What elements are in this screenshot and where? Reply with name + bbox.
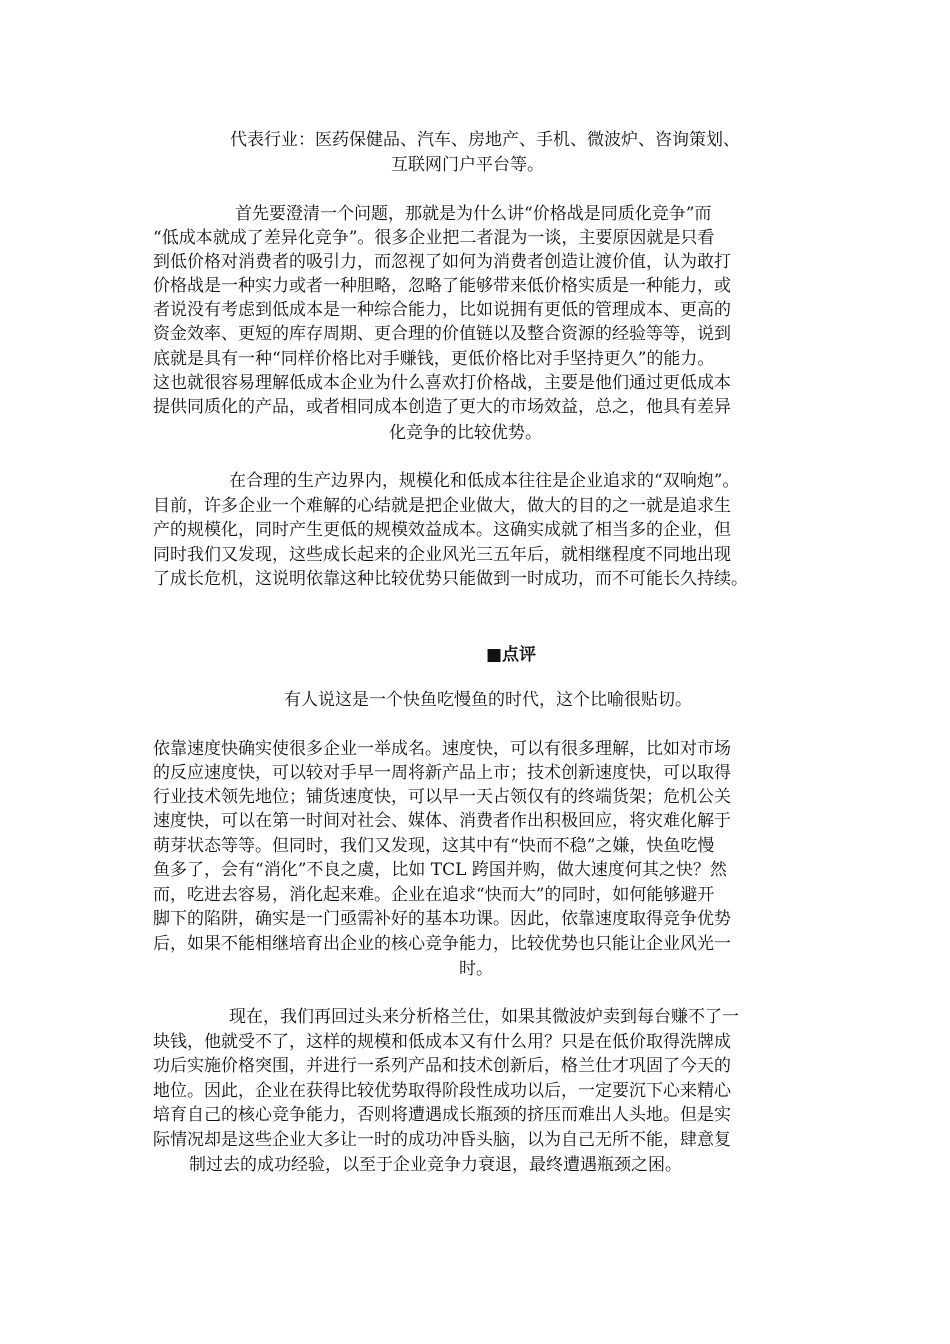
text-line: 依靠速度快确实使很多企业一举成名。速度快，可以有很多理解，比如对市场 [153, 739, 731, 759]
text-line: 在合理的生产边界内，规模化和低成本往往是企业追求的“双响炮”。 [229, 471, 740, 491]
text-line: 行业技术领先地位；铺货速度快，可以早一天占领仅有的终端货架；危机公关 [153, 787, 731, 807]
text-line: 现在，我们再回过头来分析格兰仕，如果其微波炉卖到每台赚不了一 [229, 1007, 739, 1027]
text-line: “低成本就成了差异化竞争”。很多企业把二者混为一谈，主要原因就是只看 [153, 228, 715, 248]
text-line: 块钱，他就受不了，这样的规模和低成本又有什么用？只是在低价取得洗牌成 [153, 1032, 731, 1052]
industries-line-2: 互联网门户平台等。 [391, 155, 544, 175]
text-line: 萌芽状态等等。但同时，我们又发现，这其中有“快而不稳”之嫌，快鱼吃慢 [153, 836, 715, 856]
text-line: 鱼多了，会有“消化”不良之虞，比如 TCL 跨国并购，做大速度何其之快？然 [153, 860, 727, 880]
text-line: 资金效率、更短的库存周期、更合理的价值链以及整合资源的经验等等，说到 [153, 324, 731, 344]
text-line: 产的规模化，同时产生更低的规模效益成本。这确实成就了相当多的企业，但 [153, 520, 731, 540]
paragraph-fast-fish: 有人说这是一个快鱼吃慢鱼的时代，这个比喻很贴切。 [284, 690, 692, 710]
text-line: 而，吃进去容易，消化起来难。企业在追求“快而大”的同时，如何能够避开 [153, 885, 715, 905]
text-line: 速度快，可以在第一时间对社会、媒体、消费者作出积极回应，将灾难化解于 [153, 811, 731, 831]
text-line: 际情况却是这些企业大多让一时的成功冲昏头脑，以为自己无所不能，肆意复 [153, 1130, 731, 1150]
text-line: 培育自己的核心竞争能力，否则将遭遇成长瓶颈的挤压而难出人头地。但是实 [153, 1105, 731, 1125]
text-line: 这也就很容易理解低成本企业为什么喜欢打价格战，主要是他们通过更低成本 [153, 373, 731, 393]
text-line: 脚下的陷阱，确实是一门亟需补好的基本功课。因此，依靠速度取得竞争优势 [153, 909, 731, 929]
text-line: 制过去的成功经验，以至于企业竞争力衰退，最终遭遇瓶颈之困。 [189, 1155, 682, 1175]
text-line: 首先要澄清一个问题，那就是为什么讲“价格战是同质化竞争”而 [235, 204, 712, 224]
text-line: 者说没有考虑到低成本是一种综合能力，比如说拥有更低的管理成本、更高的 [153, 300, 731, 320]
text-line: 功后实施价格突围，并进行一系列产品和技术创新后，格兰仕才巩固了今天的 [153, 1056, 731, 1076]
text-line: 时。 [459, 959, 493, 979]
text-line: 地位。因此，企业在获得比较优势取得阶段性成功以后，一定要沉下心来精心 [153, 1081, 731, 1101]
text-line: 后，如果不能相继培育出企业的核心竞争能力，比较优势也只能让企业风光一 [153, 934, 731, 954]
text-line: 底就是具有一种“同样价格比对手赚钱，更低价格比对手坚持更久”的能力。 [153, 349, 715, 369]
text-line: 化竞争的比较优势。 [389, 423, 542, 443]
text-line: 到低价格对消费者的吸引力，而忽视了如何为消费者创造让渡价值，认为敢打 [153, 252, 731, 272]
text-line: 目前，许多企业一个难解的心结就是把企业做大，做大的目的之一就是追求生 [153, 496, 731, 516]
text-line: 了成长危机，这说明依靠这种比较优势只能做到一时成功，而不可能长久持续。 [153, 569, 748, 589]
text-line: 同时我们又发现，这些成长起来的企业风光三五年后，就相继程度不同地出现 [153, 545, 731, 565]
text-line: 提供同质化的产品，或者相同成本创造了更大的市场效益，总之，他具有差异 [153, 397, 731, 417]
section-heading: ■点评 [486, 645, 537, 665]
industries-line-1: 代表行业：医药保健品、汽车、房地产、手机、微波炉、咨询策划、 [230, 130, 740, 150]
text-line: 的反应速度快，可以较对手早一周将新产品上市；技术创新速度快，可以取得 [153, 763, 731, 783]
text-line: 价格战是一种实力或者一种胆略，忽略了能够带来低价格实质是一种能力，或 [153, 276, 731, 296]
